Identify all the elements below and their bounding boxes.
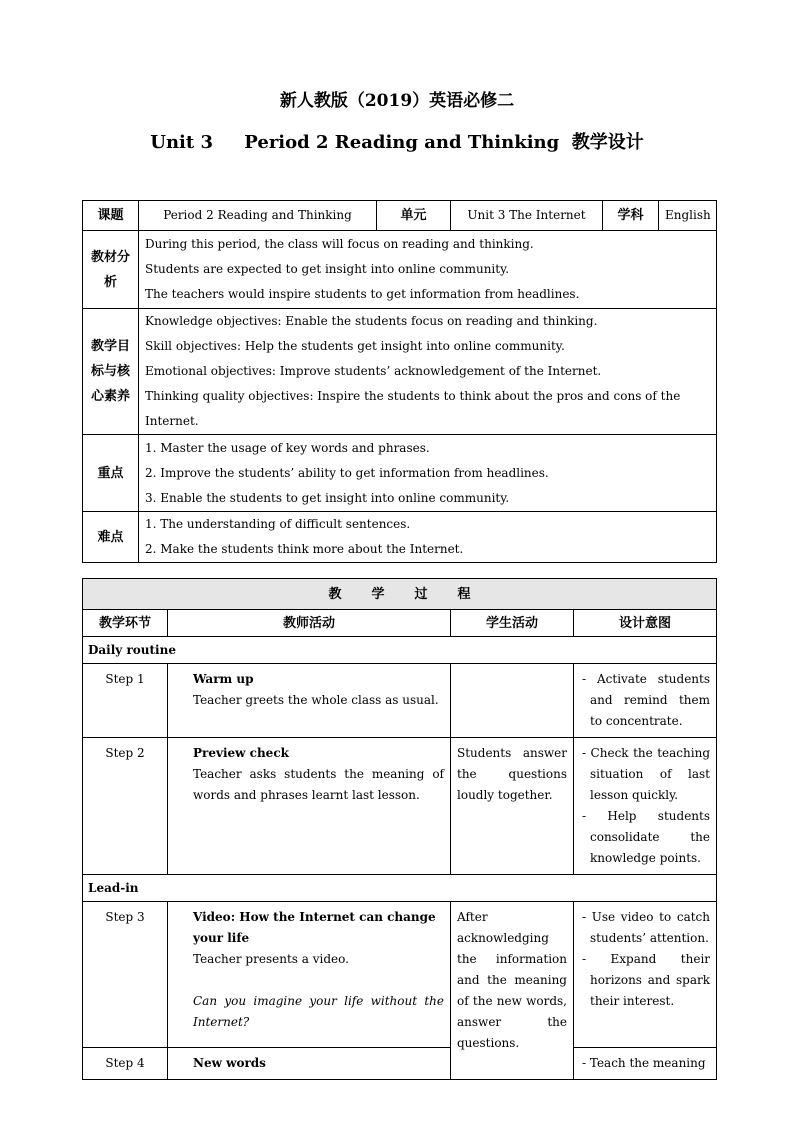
- info-row-objectives: [83, 309, 717, 435]
- activity-title: Preview check: [193, 746, 289, 760]
- step-number: Step 2: [83, 738, 168, 875]
- info-row-material: [83, 231, 717, 309]
- key-point-line: 1. Master the usage of key words and phrases.: [145, 440, 430, 455]
- activity-question: Can you imagine your life without the Internet?: [193, 994, 444, 1029]
- col-header-student: 学生活动: [451, 610, 574, 637]
- difficulties-content: [139, 512, 717, 563]
- student-activity: Students answer the questions loudly together.: [451, 738, 574, 875]
- document-subtitle: [0, 128, 794, 154]
- process-title-row: [83, 579, 717, 610]
- col-header-teacher: 教师活动: [168, 610, 451, 637]
- material-label: 教材分析: [83, 231, 139, 309]
- difficulties-label: 难点: [83, 512, 139, 563]
- step-row: [83, 664, 717, 738]
- process-title: 教学过程: [83, 579, 717, 610]
- student-activity: [451, 664, 574, 738]
- objective-line: Thinking quality objectives: Inspire the students to think about the pros and cons of the Internet.: [145, 389, 681, 428]
- info-row-difficulties: [83, 512, 717, 563]
- step-number: Step 3: [83, 902, 168, 1048]
- intent-item: - Activate students and remind them to concentrate.: [582, 672, 711, 728]
- section-row-daily: [83, 637, 717, 664]
- activity-text: Teacher presents a video.: [193, 952, 349, 966]
- material-line: The teachers would inspire students to get information from headlines.: [145, 287, 580, 301]
- intent-item: - Expand their horizons and spark their interest.: [582, 952, 711, 1008]
- objective-line: Emotional objectives: Improve students’ acknowledgement of the Internet.: [145, 364, 602, 378]
- intent-item: - Teach the meaning: [582, 1056, 706, 1070]
- key-point-line: 2. Improve the students’ ability to get information from headlines.: [145, 465, 549, 480]
- section-daily-routine: Daily routine: [83, 637, 717, 664]
- objectives-content: [139, 309, 717, 435]
- subject-label: 学科: [603, 201, 659, 231]
- step-row: [83, 738, 717, 875]
- intent-item: - Help students consolidate the knowledge points.: [582, 809, 711, 865]
- process-header-row: [83, 610, 717, 637]
- step-row: [83, 1048, 717, 1080]
- lesson-value: Period 2 Reading and Thinking: [139, 201, 377, 231]
- objectives-label: 教学目标与核心素养: [83, 309, 139, 435]
- col-header-stage: 教学环节: [83, 610, 168, 637]
- unit-label: 单元: [377, 201, 451, 231]
- activity-title: New words: [193, 1056, 266, 1070]
- info-row-key-points: [83, 435, 717, 512]
- activity-text: Teacher asks students the meaning of words and phrases learnt last lesson.: [193, 767, 444, 802]
- difficulty-line: 1. The understanding of difficult sentences.: [145, 517, 411, 531]
- step-number: Step 1: [83, 664, 168, 738]
- design-intent: [574, 902, 717, 1048]
- subject-value: English: [659, 201, 717, 231]
- objective-line: Knowledge objectives: Enable the students focus on reading and thinking.: [145, 314, 598, 328]
- step-number: Step 4: [83, 1048, 168, 1080]
- material-line: During this period, the class will focus on reading and thinking.: [145, 237, 534, 251]
- design-intent: [574, 738, 717, 875]
- intent-item: - Check the teaching situation of last lesson quickly.: [582, 746, 711, 802]
- lesson-info-table: [82, 200, 717, 563]
- teacher-activity: [168, 1048, 451, 1080]
- step-row: [83, 902, 717, 1048]
- activity-text: Teacher greets the whole class as usual.: [193, 693, 439, 707]
- key-point-line: 3. Enable the students to get insight into online community.: [145, 490, 510, 505]
- activity-title: Warm up: [193, 672, 254, 686]
- info-row-lesson: [83, 201, 717, 231]
- key-points-content: [139, 435, 717, 512]
- subtitle-text: Unit 3 Period 2 Reading and Thinking 教学设计: [150, 132, 644, 153]
- activity-title: Video: How the Internet can change your life: [193, 910, 436, 945]
- objective-line: Skill objectives: Help the students get insight into online community.: [145, 339, 565, 353]
- design-intent: [574, 1048, 717, 1080]
- material-line: Students are expected to get insight into online community.: [145, 262, 510, 276]
- section-lead-in: Lead-in: [83, 875, 717, 902]
- unit-value: Unit 3 The Internet: [451, 201, 603, 231]
- intent-item: - Use video to catch students’ attention.: [582, 910, 711, 945]
- teacher-activity: [168, 738, 451, 875]
- section-row-leadin: [83, 875, 717, 902]
- teacher-activity: [168, 664, 451, 738]
- key-points-label: 重点: [83, 435, 139, 512]
- student-activity: After acknowledging the information and the meaning of the new words, answer the questions.: [451, 902, 574, 1080]
- teacher-activity: [168, 902, 451, 1048]
- design-intent: [574, 664, 717, 738]
- teaching-process-table: [82, 578, 717, 1080]
- difficulty-line: 2. Make the students think more about the Internet.: [145, 542, 464, 556]
- document-title: 新人教版（2019）英语必修二: [279, 91, 515, 111]
- col-header-intent: 设计意图: [574, 610, 717, 637]
- lesson-label: 课题: [83, 201, 139, 231]
- material-content: [139, 231, 717, 309]
